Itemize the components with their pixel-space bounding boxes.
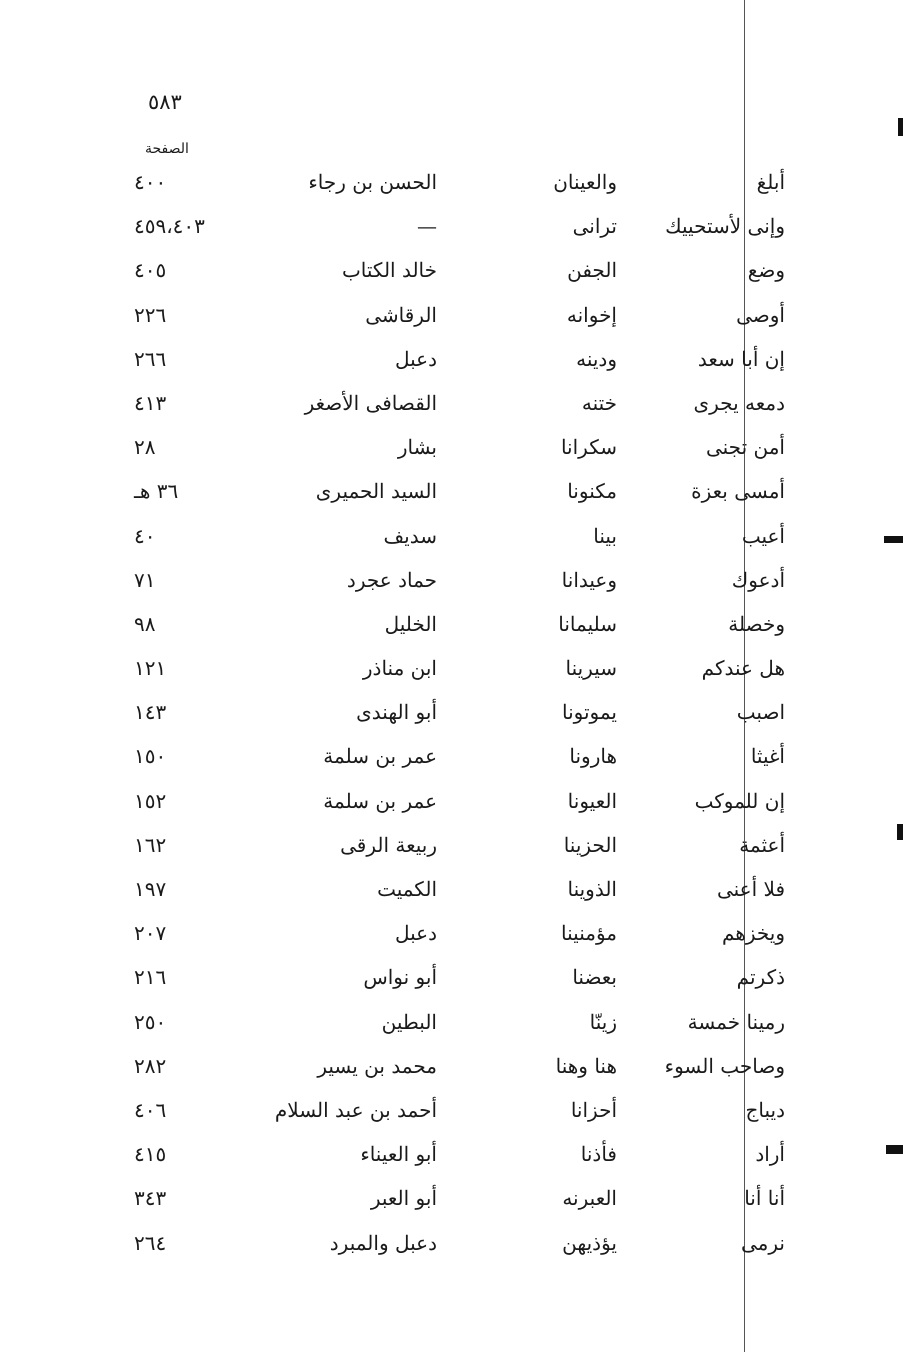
page-ref: ٤٠ [134,523,156,548]
rhyme-word: الذوينا [567,877,617,901]
table-row [0,1231,903,1275]
table-row [0,877,903,921]
page-ref: ٣٤٣ [134,1186,167,1211]
first-words: ذكرتم [736,965,785,990]
first-words: اصبب [736,700,785,725]
rhyme-word: العبرنه [562,1186,617,1211]
table-row [0,1186,903,1230]
table-row [0,1010,903,1054]
table-row [0,1142,903,1186]
poet-name: الحسن بن رجاء [308,170,437,194]
rhyme-word: يؤذيهن [562,1230,617,1255]
page-ref: ٢٠٧ [134,921,167,946]
rhyme-word: وعيدانا [561,567,617,592]
poet-name: أبو العيناء [360,1142,437,1167]
rhyme-word: أحزانا [570,1097,617,1122]
first-words: أعيب [741,523,785,548]
page-ref: ٢١٦ [134,965,167,990]
page-ref: ٤٠٥ [134,258,167,283]
table-row [0,435,903,479]
page-ref: ٤١٣ [134,390,167,415]
poet-name: دعبل [394,921,437,946]
rhyme-word: العيونا [567,788,617,813]
index-table [0,170,903,1275]
rhyme-word: هنا وهنا [555,1053,617,1078]
table-row [0,789,903,833]
table-row [0,656,903,700]
poet-name: أبو العبر [370,1186,437,1211]
poet-name: الخليل [384,611,437,636]
page-ref: ١٥٠ [134,744,167,769]
first-words: نرمى [741,1230,785,1255]
rhyme-word: والعينان [553,170,617,194]
poet-name: البطين [381,1009,437,1034]
table-row [0,744,903,788]
first-words: ديباج [745,1097,785,1122]
page-ref: ٢٥٠ [134,1009,167,1034]
table-row [0,921,903,965]
table-row [0,258,903,302]
first-words: أنا أنا [744,1186,785,1211]
page-ref: ٢٢٦ [134,302,167,327]
first-words: فلا أعنى [716,877,785,901]
page-ref: ٢٦٤ [134,1230,167,1255]
page-ref: ٢٦٦ [134,346,167,371]
first-words: وصاحب السوء [664,1053,785,1078]
first-words: دمعه يجرى [693,390,785,415]
first-words: وخصلة [728,611,785,636]
table-row [0,391,903,435]
table-row [0,214,903,258]
rhyme-word: زينّا [589,1009,617,1034]
first-words: إن للموكب [694,788,785,813]
rhyme-word: سكرانا [560,435,617,460]
table-row [0,965,903,1009]
poet-name: — [417,214,437,239]
table-row [0,524,903,568]
first-words: أبلغ [756,170,785,194]
poet-name: دعبل [394,346,437,371]
rhyme-word: ودينه [576,346,617,371]
page-ref: ٣٦ هـ [134,479,179,504]
table-row [0,1054,903,1098]
page-ref: ٢٨ [134,435,156,460]
page-ref: ٤٥٩،٤٠٣ [134,214,205,239]
first-words: هل عندكم [701,656,785,681]
table-row [0,303,903,347]
table-row [0,170,903,214]
rhyme-word: بينا [593,523,617,548]
page-ref: ١٦٢ [134,832,167,857]
poet-name: سديف [383,523,437,548]
table-row [0,347,903,391]
page-number: ٥٨٣ [148,90,182,114]
poet-name: حماد عجرد [346,567,437,592]
poet-name: ابن مناذر [362,656,437,681]
page-ref: ٤٠٠ [134,170,167,194]
rhyme-word: فأذنا [580,1142,617,1167]
page-ref: ٢٨٢ [134,1053,167,1078]
page-ref: ٤١٥ [134,1142,167,1167]
page-ref: ٩٨ [134,611,156,636]
first-words: وإنى لأستحييك [665,214,785,239]
table-row [0,479,903,523]
rhyme-word: ختنه [581,390,617,415]
rhyme-word: بعضنا [572,965,617,990]
rhyme-word: يموتونا [561,700,617,725]
first-words: أعثمة [739,832,785,857]
first-words: أراد [755,1142,785,1167]
rhyme-word: سليمانا [558,611,617,636]
first-words: أمن تجنى [705,435,785,460]
first-words: ويخزهم [721,921,785,946]
table-row [0,1098,903,1142]
poet-name: الرقاشى [365,302,437,327]
rhyme-word: إخوانه [566,302,617,327]
first-words: أغيثا [750,744,785,769]
poet-name: محمد بن يسير [317,1053,437,1078]
page-ref: ٧١ [134,567,156,592]
rhyme-word: ترانى [572,214,617,239]
first-words: أوصى [736,302,785,327]
rhyme-word: هارونا [569,744,617,769]
first-words: رمينا خمسة [687,1009,785,1034]
first-words: أدعوك [731,567,785,592]
poet-name: ربيعة الرقى [340,832,437,857]
page-ref: ١٩٧ [134,877,167,901]
first-words: إن أبا سعد [697,346,785,371]
poet-name: عمر بن سلمة [323,788,437,813]
first-words: أمسى بعزة [691,479,785,504]
page-ref: ١٢١ [134,656,167,681]
poet-name: القصافى الأصغر [304,390,437,415]
poet-name: أحمد بن عبد السلام [274,1097,437,1122]
page-ref: ١٤٣ [134,700,167,725]
poet-name: بشار [397,435,437,460]
table-row [0,700,903,744]
rhyme-word: سيرينا [565,656,617,681]
edge-mark [898,118,903,136]
poet-name: أبو نواس [363,965,437,990]
table-row [0,568,903,612]
page-ref: ٤٠٦ [134,1097,167,1122]
poet-name: السيد الحميرى [315,479,437,504]
rhyme-word: الجفن [567,258,617,283]
table-row [0,833,903,877]
column-header-page: الصفحة [145,141,189,157]
poet-name: خالد الكتاب [341,258,437,283]
poet-name: الكميت [377,877,437,901]
poet-name: دعبل والمبرد [329,1230,437,1255]
poet-name: أبو الهندى [356,700,437,725]
rhyme-word: مؤمنينا [561,921,617,946]
page-ref: ١٥٢ [134,788,167,813]
first-words: وضع [747,258,785,283]
rhyme-word: مكنونا [567,479,617,504]
table-row [0,612,903,656]
rhyme-word: الحزينا [563,832,617,857]
poet-name: عمر بن سلمة [323,744,437,769]
